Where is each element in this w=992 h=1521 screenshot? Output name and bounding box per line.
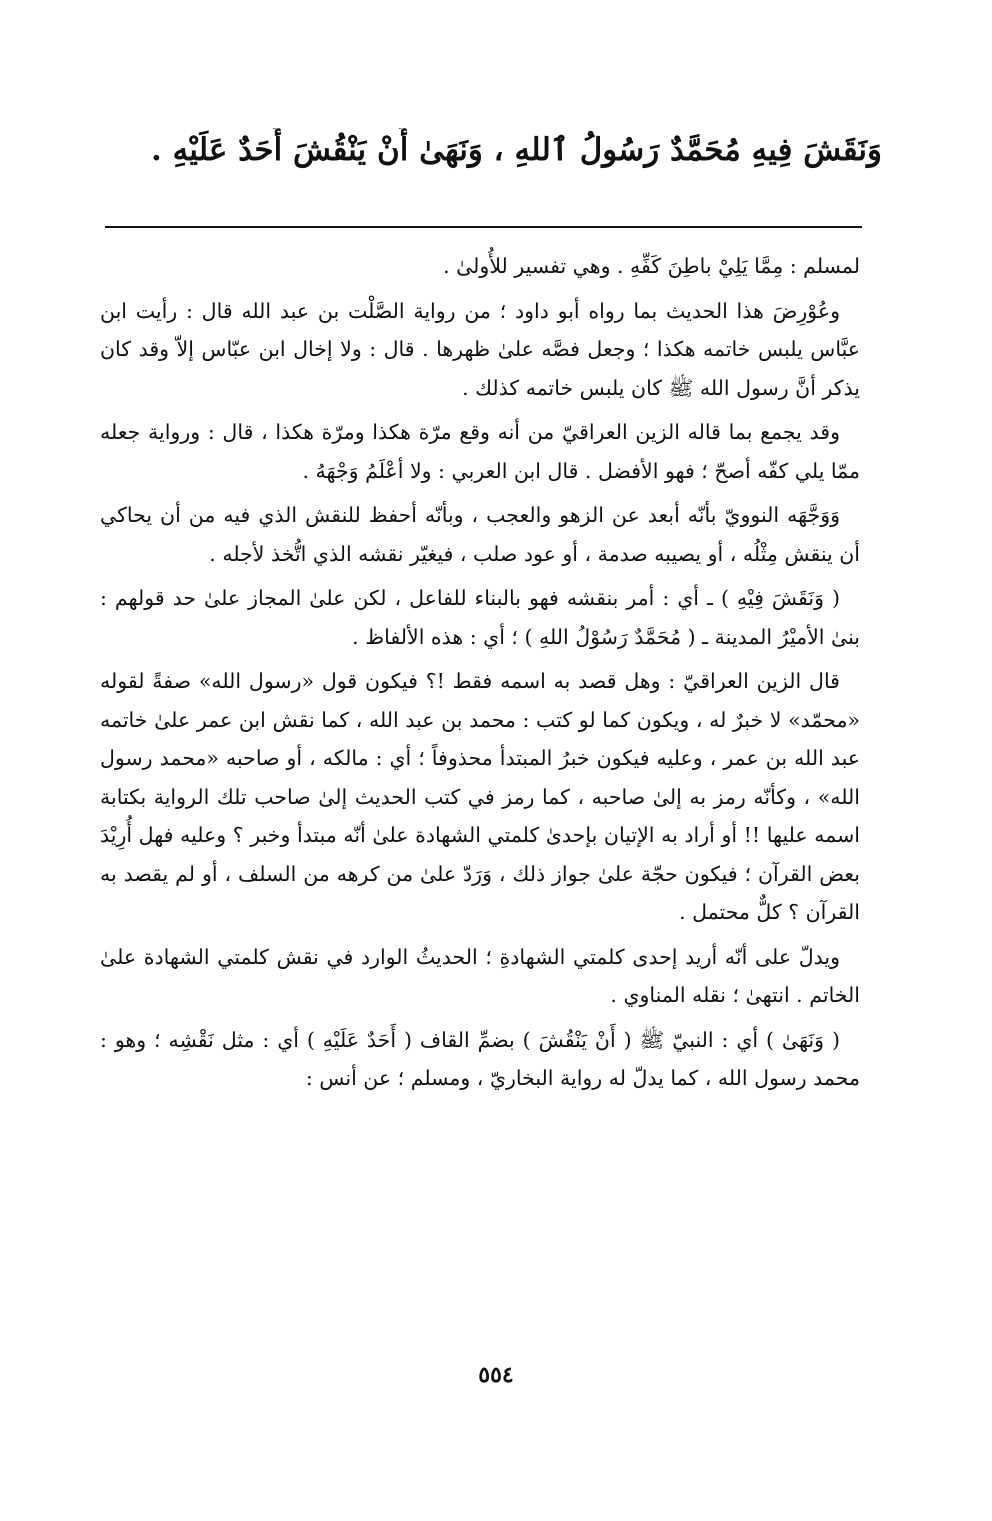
footnote-divider bbox=[105, 226, 862, 228]
commentary-paragraph: ( وَنَقَشَ فِيْهِ ) ـ أي : أمر بنقشه فهو بالبناء للفاعل ، لكن علىٰ المجاز علىٰ حد قولهم : بنىٰ الأميْرُ المدينة ـ ( مُحَمَّدٌ رَسُوْلُ اللهِ ) ؛ أي : هذه الألفاظ . bbox=[100, 586, 860, 649]
main-text: وَنَقَشَ فِيهِ مُحَمَّدٌ رَسُولُ ٱللهِ ، وَنَهَىٰ أَنْ يَنْقُشَ أَحَدٌ عَلَيْهِ . bbox=[151, 132, 882, 168]
commentary-paragraph: وَوَجَّهَه النوويّ بأنّه أبعد عن الزهو والعجب ، وبأنّه أحفظ للنقش الذي فيه من أن يحاكي أن ينقش مِثْلُه ، أو يصيبه صدمة ، أو عود صلب ، فيغيّر نقشه الذي اتُّخذ لأجله . bbox=[100, 503, 860, 566]
page-number: ٥٥٤ bbox=[478, 1362, 514, 1388]
commentary-paragraph: لمسلم : مِمَّا يَلِيْ باطِنَ كَفِّهِ . وهي تفسير للأُولىٰ . bbox=[443, 254, 860, 278]
commentary bbox=[100, 247, 860, 1104]
commentary-paragraph: ويدلّ على أنّه أريد إحدى كلمتي الشهادةِ ؛ الحديثُ الوارد في نقش كلمتي الشهادة علىٰ الخاتم . انتهىٰ ؛ نقله المناوي . bbox=[100, 944, 860, 1007]
commentary-paragraph: ( وَنَهَىٰ ) أي : النبيّ ﷺ ( أَنْ يَنْقُشَ ) بضمِّ القاف ( أَحَدٌ عَلَيْهِ ) أي : مثل نَقْشِه ؛ وهو : محمد رسول الله ، كما يدلّ له رواية البخاريّ ، ومسلم ؛ عن أنس : bbox=[100, 1027, 860, 1090]
commentary-paragraph: قال الزين العراقيّ : وهل قصد به اسمه فقط !؟ فيكون قول «رسول الله» صفةً لقوله «محمّد» لا خبرٌ له ، ويكون كما لو كتب : محمد بن عبد الله ، كما نقش ابن عمر علىٰ خاتمه عبد الله بن عمر ، وعليه فيكون خبرُ المبتدأ محذوفاً ؛ أي : مالكه ، أو صاحبه «محمد رسول الله» ، وكأنّه رمز به إلىٰ صاحبه ، كما رمز في كتب الحديث إلىٰ صاحب تلك الرواية بكتابة اسمه عليها !! أو أراد به الإتيان بإحدىٰ كلمتي الشهادة علىٰ أنّه مبتدأ وخبر ؟ وعليه فهل أُرِيْدَ بعض القرآن ؛ فيكون حجّة علىٰ جواز ذلك ، وَرَدّ علىٰ من كرهه من السلف ، أو لم يقصد به القرآن ؟ كلٌّ محتمل . bbox=[100, 669, 860, 924]
commentary-paragraph: وقد يجمع بما قاله الزين العراقيّ من أنه وقع مرّة هكذا ومرّة هكذا ، قال : ورواية جعله ممّا يلي كفّه أصحّ ؛ فهو الأفضل . قال ابن العربي : ولا أعْلَمُ وَجْهَهُ . bbox=[100, 420, 860, 483]
commentary-paragraph: وعُوْرِضَ هذا الحديث بما رواه أبو داود ؛ من رواية الصَّلْت بن عبد الله قال : رأيت ابن عبَّاس يلبس خاتمه هكذا ؛ وجعل فصَّه علىٰ ظهرها . قال : ولا إخال ابن عبّاس إلاّ وقد كان يذكر أنَّ رسول الله ﷺ كان يلبس خاتمه كذلك . bbox=[100, 298, 860, 400]
